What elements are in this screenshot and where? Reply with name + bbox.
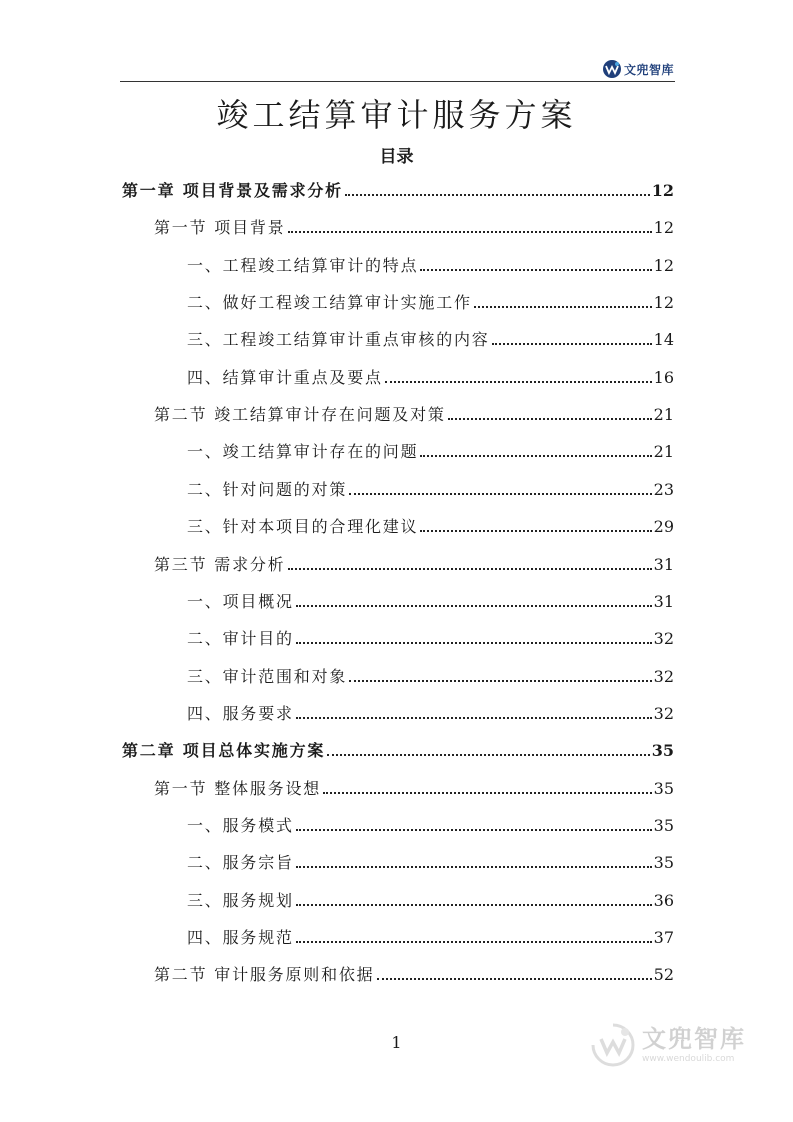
toc-entry-title: 第二章 项目总体实施方案 bbox=[122, 741, 326, 761]
toc-dot-leader bbox=[296, 605, 652, 607]
watermark-title: 文兜智库 bbox=[642, 1025, 746, 1053]
toc-heading: 目录 bbox=[379, 147, 414, 167]
toc-dot-leader bbox=[345, 194, 650, 196]
toc-entry-page: 29 bbox=[653, 517, 674, 537]
toc-dot-leader bbox=[288, 231, 652, 233]
wendou-watermark-icon bbox=[590, 1022, 636, 1068]
page-number: 1 bbox=[391, 1033, 402, 1052]
document-title: 竣工结算审计服务方案 bbox=[216, 96, 577, 134]
toc-dot-leader bbox=[323, 792, 652, 794]
toc-entry-page: 32 bbox=[653, 629, 674, 649]
toc-entry[interactable] bbox=[187, 437, 674, 463]
toc-entry-title: 二、针对问题的对策 bbox=[187, 479, 348, 499]
toc-entry-page: 35 bbox=[653, 853, 674, 873]
toc-dot-leader bbox=[448, 418, 652, 420]
toc-entry[interactable] bbox=[187, 363, 674, 389]
toc-dot-leader bbox=[420, 269, 651, 271]
toc-entry[interactable] bbox=[122, 176, 674, 202]
toc-entry-page: 12 bbox=[653, 293, 674, 313]
toc-entry[interactable] bbox=[187, 512, 674, 538]
toc-dot-leader bbox=[492, 343, 652, 345]
toc-entry[interactable] bbox=[187, 288, 674, 314]
watermark bbox=[590, 1022, 746, 1068]
header-rule bbox=[120, 81, 675, 82]
toc-entry-page: 32 bbox=[653, 703, 674, 723]
toc-entry[interactable] bbox=[154, 550, 674, 576]
toc-entry-title: 四、结算审计重点及要点 bbox=[187, 367, 383, 387]
toc-dot-leader bbox=[420, 455, 651, 457]
toc-entry-page: 35 bbox=[653, 815, 674, 835]
toc-dot-leader bbox=[327, 754, 650, 756]
toc-entry-page: 35 bbox=[651, 741, 674, 761]
toc-entry-page: 14 bbox=[653, 330, 674, 350]
toc-dot-leader bbox=[288, 568, 652, 570]
toc-entry-title: 三、针对本项目的合理化建议 bbox=[187, 517, 419, 537]
toc-entry[interactable] bbox=[187, 587, 674, 613]
toc-entry-title: 二、做好工程竣工结算审计实施工作 bbox=[187, 293, 472, 313]
toc-entry-title: 三、服务规划 bbox=[187, 890, 294, 910]
toc-entry[interactable] bbox=[187, 475, 674, 501]
toc-entry[interactable] bbox=[154, 400, 674, 426]
toc-entry-page: 23 bbox=[653, 479, 674, 499]
toc-entry-title: 第一节 项目背景 bbox=[154, 218, 286, 238]
toc-dot-leader bbox=[385, 381, 652, 383]
toc-entry[interactable] bbox=[154, 960, 674, 986]
toc-entry-page: 32 bbox=[653, 666, 674, 686]
toc-entry-title: 一、项目概况 bbox=[187, 591, 294, 611]
watermark-url: www.wendoulib.com bbox=[642, 1054, 735, 1064]
toc-entry-title: 第二节 竣工结算审计存在问题及对策 bbox=[154, 405, 446, 425]
toc-entry-title: 二、审计目的 bbox=[187, 629, 294, 649]
toc-entry[interactable] bbox=[187, 699, 674, 725]
wendou-logo-icon bbox=[602, 59, 622, 79]
toc-dot-leader bbox=[296, 866, 652, 868]
toc-entry-page: 12 bbox=[653, 255, 674, 275]
toc-entry-title: 一、服务模式 bbox=[187, 815, 294, 835]
toc-dot-leader bbox=[420, 530, 651, 532]
toc-dot-leader bbox=[349, 680, 651, 682]
toc-entry[interactable] bbox=[187, 325, 674, 351]
toc-entry-title: 三、工程竣工结算审计重点审核的内容 bbox=[187, 330, 490, 350]
toc-entry[interactable] bbox=[187, 848, 674, 874]
toc-entry-page: 31 bbox=[653, 591, 674, 611]
toc-entry-page: 12 bbox=[653, 218, 674, 238]
toc-entry-title: 二、服务宗旨 bbox=[187, 853, 294, 873]
toc-dot-leader bbox=[296, 904, 652, 906]
toc-entry-page: 21 bbox=[653, 442, 674, 462]
toc-dot-leader bbox=[296, 642, 652, 644]
toc-dot-leader bbox=[349, 493, 651, 495]
toc-entry-title: 第一章 项目背景及需求分析 bbox=[122, 181, 343, 200]
toc-entry[interactable] bbox=[154, 774, 674, 800]
toc-entry-page: 21 bbox=[653, 405, 674, 425]
toc-entry-page: 12 bbox=[651, 181, 674, 200]
toc-entry-page: 16 bbox=[653, 367, 674, 387]
toc-entry[interactable] bbox=[187, 886, 674, 912]
toc-entry[interactable] bbox=[187, 811, 674, 837]
toc-entry-title: 四、服务要求 bbox=[187, 703, 294, 723]
toc-entry-title: 第二节 审计服务原则和依据 bbox=[154, 965, 375, 985]
header-logo bbox=[602, 58, 674, 80]
toc-dot-leader bbox=[377, 978, 652, 980]
toc-entry[interactable] bbox=[122, 736, 674, 762]
toc-entry-page: 37 bbox=[653, 928, 674, 947]
toc-entry-title: 一、工程竣工结算审计的特点 bbox=[187, 255, 419, 275]
logo-text: 文兜智库 bbox=[624, 62, 675, 77]
toc-entry-title: 三、审计范围和对象 bbox=[187, 666, 348, 686]
toc-entry[interactable] bbox=[187, 662, 674, 688]
toc-entry-title: 一、竣工结算审计存在的问题 bbox=[187, 442, 419, 462]
toc-dot-leader bbox=[296, 941, 652, 943]
toc-entry-page: 52 bbox=[653, 965, 674, 985]
toc-entry[interactable] bbox=[154, 213, 674, 239]
toc-entry[interactable] bbox=[187, 923, 674, 949]
toc-entry[interactable] bbox=[187, 624, 674, 650]
toc-entry[interactable] bbox=[187, 251, 674, 277]
toc-entry-title: 四、服务规范 bbox=[187, 928, 294, 947]
toc-entry-page: 36 bbox=[653, 890, 674, 910]
toc-entry-title: 第一节 整体服务设想 bbox=[154, 778, 322, 798]
toc-dot-leader bbox=[474, 306, 652, 308]
toc-entry-title: 第三节 需求分析 bbox=[154, 554, 286, 574]
toc-entry-page: 31 bbox=[653, 554, 674, 574]
toc-entry-page: 35 bbox=[653, 778, 674, 798]
toc-dot-leader bbox=[296, 829, 652, 831]
toc-dot-leader bbox=[296, 717, 652, 719]
